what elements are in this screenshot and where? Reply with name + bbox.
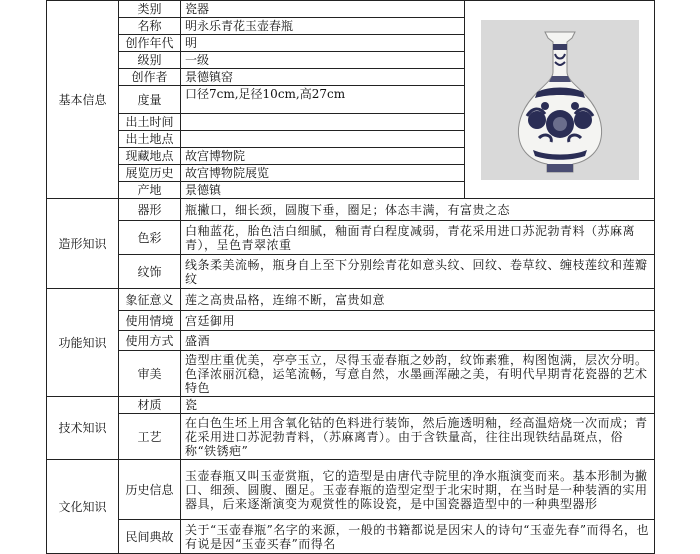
field-value: 景德镇 bbox=[181, 182, 465, 199]
field-value: 莲之高贵品格，连绵不断，富贵如意 bbox=[181, 289, 655, 311]
field-label: 级别 bbox=[119, 52, 181, 69]
field-value: 明永乐青花玉壶春瓶 bbox=[181, 18, 465, 35]
field-label: 色彩 bbox=[119, 221, 181, 255]
field-label: 产地 bbox=[119, 182, 181, 199]
field-label: 民间典故 bbox=[119, 520, 181, 554]
field-label: 历史信息 bbox=[119, 460, 181, 520]
field-label: 工艺 bbox=[119, 414, 181, 460]
field-value: 瓷器 bbox=[181, 1, 465, 18]
field-value: 宫廷御用 bbox=[181, 311, 655, 331]
field-label: 象征意义 bbox=[119, 289, 181, 311]
field-label: 材质 bbox=[119, 397, 181, 414]
category-culture-knowledge: 文化知识 bbox=[47, 460, 119, 554]
field-value: 盛酒 bbox=[181, 331, 655, 351]
field-value: 一级 bbox=[181, 52, 465, 69]
field-value: 白釉蓝花，胎色洁白细腻，釉面青白程度减弱，青花采用进口苏泥勃青料（苏麻离青），呈色青翠浓重 bbox=[181, 221, 655, 255]
field-value: 故宫博物院 bbox=[181, 148, 465, 165]
field-value bbox=[181, 131, 465, 148]
field-value: 明 bbox=[181, 35, 465, 52]
field-value: 故宫博物院展览 bbox=[181, 165, 465, 182]
artifact-photo-cell bbox=[465, 1, 655, 199]
category-function-knowledge: 功能知识 bbox=[47, 289, 119, 397]
category-technique-knowledge: 技术知识 bbox=[47, 397, 119, 460]
field-label: 现藏地点 bbox=[119, 148, 181, 165]
vase-photo bbox=[481, 20, 639, 180]
field-value: 瓷 bbox=[181, 397, 655, 414]
field-label: 名称 bbox=[119, 18, 181, 35]
category-shape-knowledge: 造形知识 bbox=[47, 199, 119, 289]
field-value: 瓶撇口，细长颈，圆腹下垂，圈足；体态丰满，有富贵之态 bbox=[181, 199, 655, 221]
field-value: 线条柔美流畅，瓶身自上至下分别绘青花如意头纹、回纹、卷草纹、缠枝莲纹和莲瓣纹 bbox=[181, 255, 655, 289]
field-label: 审美 bbox=[119, 351, 181, 397]
field-value: 造型庄重优美，亭亭玉立，尽得玉壶春瓶之妙韵，纹饰素雅，构图饱满，层次分明。色泽浓丽沉稳，运笔流畅，写意自然，水墨画浑融之美，有明代早期青花瓷器的艺术特色 bbox=[181, 351, 655, 397]
field-label: 使用方式 bbox=[119, 331, 181, 351]
field-label: 创作者 bbox=[119, 69, 181, 86]
field-label: 度量 bbox=[119, 86, 181, 114]
field-label: 使用情境 bbox=[119, 311, 181, 331]
field-label: 展览历史 bbox=[119, 165, 181, 182]
field-label: 出土时间 bbox=[119, 114, 181, 131]
field-label: 类别 bbox=[119, 1, 181, 18]
field-value: 关于“玉壶春瓶”名字的来源，一般的书籍都说是因宋人的诗句“玉壶先春”而得名，也有说是因“玉壶买春”而得名 bbox=[181, 520, 655, 554]
field-label: 出土地点 bbox=[119, 131, 181, 148]
artifact-info-table bbox=[46, 0, 655, 554]
category-basic-info: 基本信息 bbox=[47, 1, 119, 199]
field-value bbox=[181, 114, 465, 131]
field-label: 创作年代 bbox=[119, 35, 181, 52]
field-value: 玉壶春瓶又叫玉壶赏瓶，它的造型是由唐代寺院里的净水瓶演变而来。基本形制为撇口、细颈、圆腹、圈足。玉壶春瓶的造型定型于北宋时期，在当时是一种装酒的实用器具，后来逐渐演变为观赏性的陈设瓷，是中国瓷器造型中的一种典型器形 bbox=[181, 460, 655, 520]
field-value: 口径7cm,足径10cm,高27cm bbox=[181, 86, 465, 114]
field-value: 景德镇窑 bbox=[181, 69, 465, 86]
field-label: 纹饰 bbox=[119, 255, 181, 289]
field-value: 在白色生坯上用含氧化钴的色料进行装饰，然后施透明釉，经高温焙烧一次而成；青花采用进口苏泥勃青料，（苏麻离青）。由于含铁量高，往往出现铁结晶斑点，俗称“铁锈疤” bbox=[181, 414, 655, 460]
field-label: 器形 bbox=[119, 199, 181, 221]
